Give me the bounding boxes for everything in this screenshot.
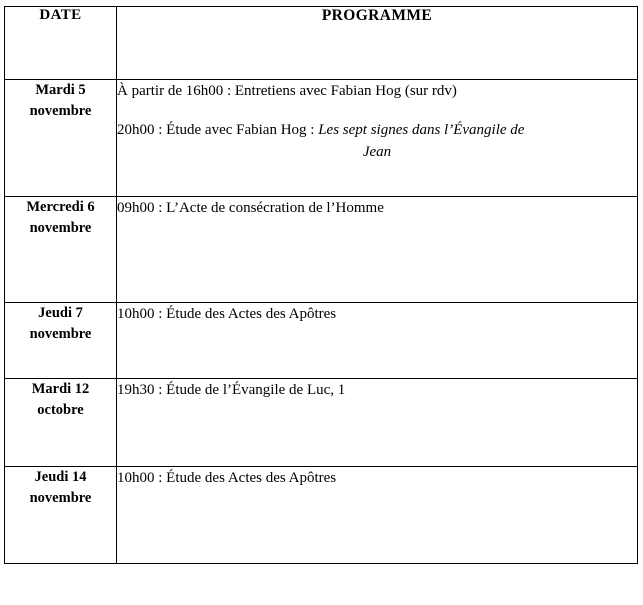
date-line-1: Mardi 12	[31, 381, 90, 397]
table-row	[5, 379, 638, 467]
table-row	[5, 467, 638, 564]
row-date-cell	[5, 80, 117, 197]
programme-entry	[117, 197, 637, 220]
programme-entry-text: 10h00 : Étude des Actes des Apôtres	[117, 306, 337, 322]
row-programme-cell	[117, 467, 638, 564]
date-line-1: Jeudi 7	[38, 305, 83, 321]
programme-entry-text: À partir de 16h00 : Entretiens avec Fabian Hog (sur rdv)	[117, 83, 457, 99]
date-line-2: novembre	[29, 220, 92, 237]
programme-entry	[117, 379, 637, 402]
programme-entry-text: 10h00 : Étude des Actes des Apôtres	[117, 470, 337, 486]
table-header-row	[5, 7, 638, 80]
header-date: DATE	[5, 7, 117, 80]
programme-entry-text: 20h00 : Étude avec Fabian Hog :	[117, 121, 319, 138]
row-date-cell	[5, 379, 117, 467]
programme-entry-title: Les sept signes dans l’Évangile de	[318, 121, 525, 138]
row-programme-cell	[117, 379, 638, 467]
row-programme-cell	[117, 197, 638, 303]
date-line-2: novembre	[29, 326, 92, 343]
header-programme: PROGRAMME	[117, 7, 638, 80]
programme-entry-title-cont: Jean	[362, 144, 392, 160]
table-row	[5, 197, 638, 303]
date-line-2: octobre	[37, 402, 84, 419]
date-line-1: Jeudi 14	[34, 469, 87, 485]
row-date-cell	[5, 303, 117, 379]
table-row	[5, 80, 638, 197]
table-row	[5, 303, 638, 379]
programme-entry	[117, 80, 637, 103]
programme-entry	[117, 119, 637, 164]
programme-entry-text: 19h30 : Étude de l’Évangile de Luc, 1	[117, 382, 346, 398]
row-programme-cell	[117, 80, 638, 197]
programme-entry-text: 09h00 : L’Acte de consécration de l’Homme	[117, 200, 384, 216]
date-line-1: Mardi 5	[35, 82, 86, 98]
date-line-1: Mercredi 6	[26, 199, 95, 215]
programme-entry	[117, 467, 637, 490]
date-line-2: novembre	[29, 490, 92, 507]
schedule-table	[4, 6, 638, 564]
programme-entry	[117, 303, 637, 326]
row-programme-cell	[117, 303, 638, 379]
date-line-2: novembre	[29, 103, 92, 120]
row-date-cell	[5, 197, 117, 303]
row-date-cell	[5, 467, 117, 564]
